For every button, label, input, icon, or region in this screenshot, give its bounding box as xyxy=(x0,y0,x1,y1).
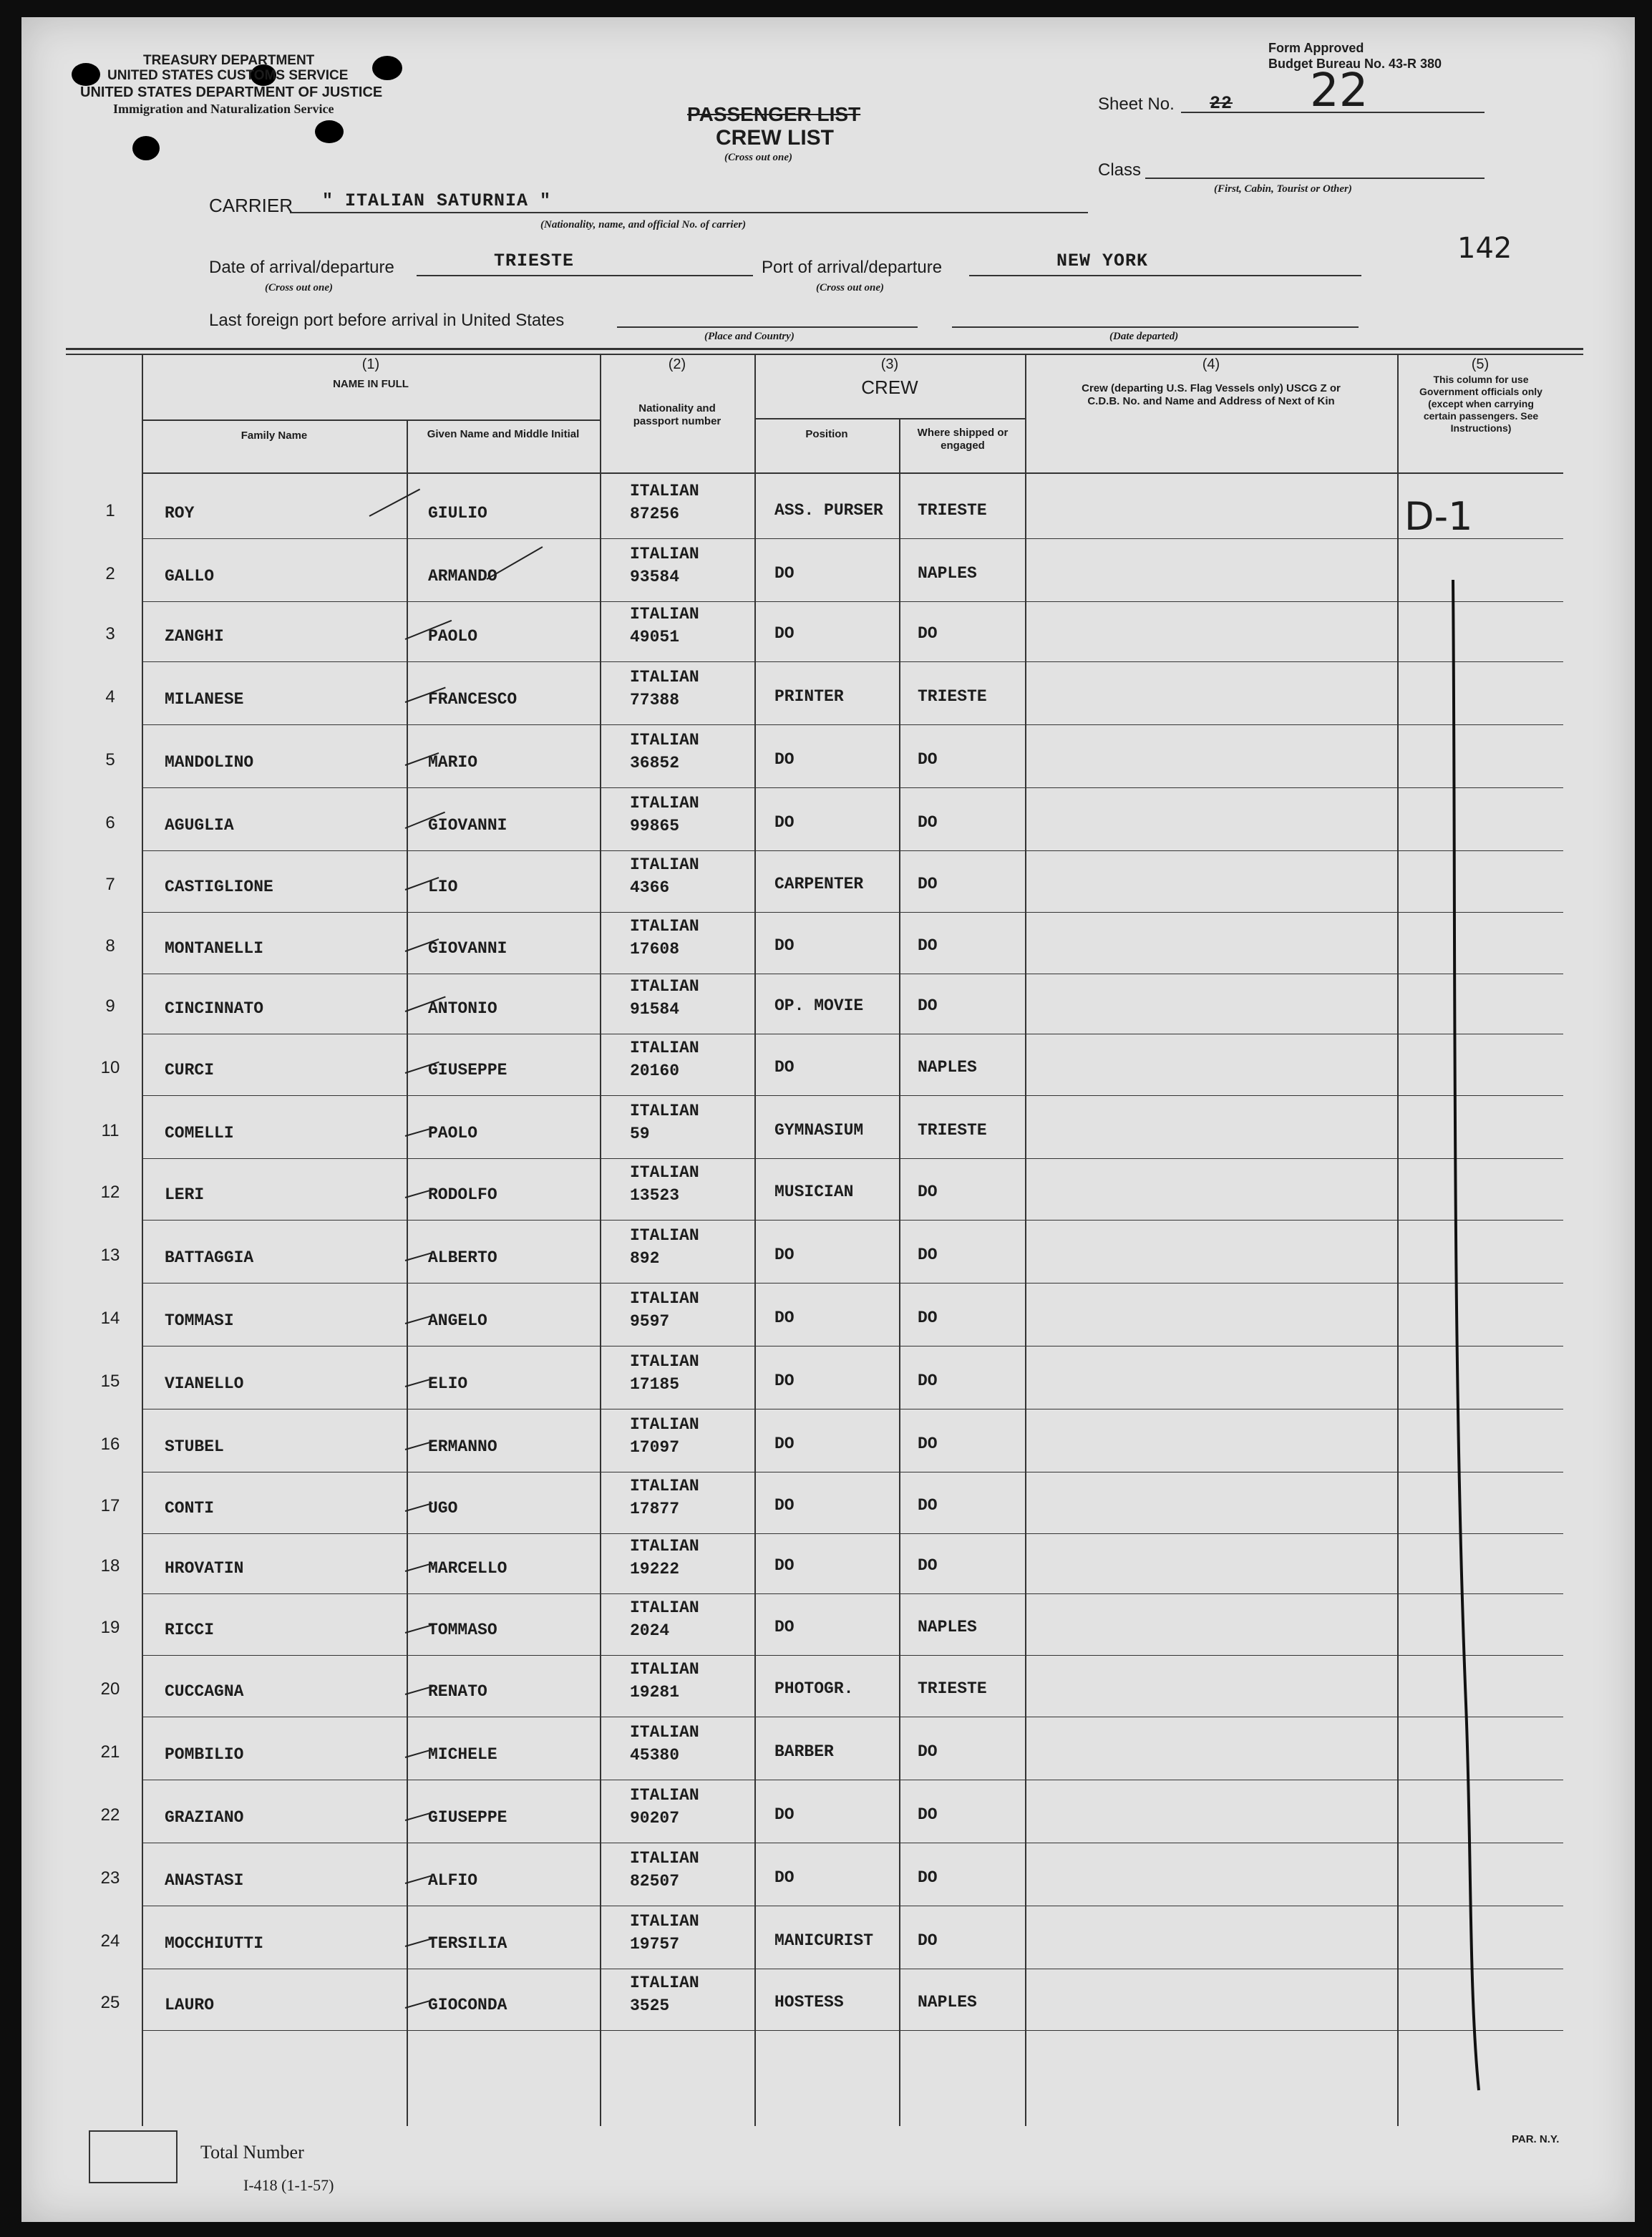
c5-num: (5) xyxy=(1471,356,1490,372)
c1-title: NAME IN FULL xyxy=(333,378,409,390)
printer-mark: PAR. N.Y. xyxy=(1512,2133,1560,2145)
row-rule xyxy=(142,1095,1563,1096)
class-note: (First, Cabin, Tourist or Other) xyxy=(1214,183,1352,195)
where-shipped: DO xyxy=(918,1556,938,1575)
carrier-line xyxy=(290,212,1088,213)
family-name: ANASTASI xyxy=(165,1871,244,1890)
punch-hole xyxy=(72,63,100,86)
carrier-label: CARRIER xyxy=(209,195,293,216)
row-number: 11 xyxy=(101,1121,120,1140)
passport-number: 45380 xyxy=(630,1746,680,1765)
where-shipped: TRIESTE xyxy=(918,501,987,520)
position: DO xyxy=(774,1435,795,1453)
position: DO xyxy=(774,1556,795,1575)
family-name: CONTI xyxy=(165,1499,215,1518)
where-shipped: DO xyxy=(918,1496,938,1515)
given-name: ALBERTO xyxy=(428,1248,497,1267)
place-note: (Place and Country) xyxy=(704,331,795,342)
where-shipped: DO xyxy=(918,1435,938,1453)
passport-number: 77388 xyxy=(630,691,680,709)
total-number-label: Total Number xyxy=(200,2142,304,2163)
family-name: MONTANELLI xyxy=(165,939,264,958)
carrier-note: (Nationality, name, and official No. of carrier) xyxy=(540,219,747,231)
c4-num: (4) xyxy=(1202,356,1220,372)
stamp-number: 142 xyxy=(1457,232,1512,265)
given-name: RENATO xyxy=(428,1682,487,1701)
row-number: 20 xyxy=(100,1679,120,1699)
row-number: 23 xyxy=(100,1868,120,1888)
position: DO xyxy=(774,564,795,583)
where-shipped: DO xyxy=(918,875,938,893)
passport-number: 19222 xyxy=(630,1560,680,1578)
c1-given: Given Name and Middle Initial xyxy=(427,428,580,440)
last-port-label: Last foreign port before arrival in United States xyxy=(209,311,565,330)
row-rule xyxy=(142,2030,1563,2031)
row-rule xyxy=(142,1655,1563,1656)
row-number: 1 xyxy=(105,501,115,520)
family-name: GALLO xyxy=(165,567,215,586)
passport-number: 9597 xyxy=(630,1312,670,1331)
row-rule xyxy=(142,850,1563,851)
where-shipped: NAPLES xyxy=(918,1993,977,2012)
punch-hole xyxy=(132,136,160,160)
where-shipped: NAPLES xyxy=(918,564,977,583)
agency-line-1: TREASURY DEPARTMENT xyxy=(143,53,315,68)
passport-number: 49051 xyxy=(630,628,680,646)
position: DO xyxy=(774,936,795,955)
where-shipped: DO xyxy=(918,750,938,769)
where-shipped: NAPLES xyxy=(918,1618,977,1636)
last-port-line xyxy=(617,326,918,328)
family-name: VIANELLO xyxy=(165,1374,244,1393)
given-name: GIULIO xyxy=(428,504,487,523)
punch-hole xyxy=(372,56,402,80)
passport-number: 82507 xyxy=(630,1872,680,1891)
row-number: 13 xyxy=(100,1246,120,1265)
position: DO xyxy=(774,1868,795,1887)
where-shipped: DO xyxy=(918,624,938,643)
total-number-box xyxy=(89,2130,178,2183)
passport-number: 99865 xyxy=(630,817,680,835)
row-rule xyxy=(142,1533,1563,1534)
given-name: MARCELLO xyxy=(428,1559,507,1578)
port-label: Port of arrival/departure xyxy=(762,258,943,277)
budget-bureau: Budget Bureau No. 43-R 380 xyxy=(1268,57,1442,71)
nationality: ITALIAN xyxy=(630,794,699,812)
nationality: ITALIAN xyxy=(630,1723,699,1742)
row-number: 2 xyxy=(105,564,115,583)
given-name: LIO xyxy=(428,878,458,896)
nationality: ITALIAN xyxy=(630,917,699,936)
passport-number: 87256 xyxy=(630,505,680,523)
nationality: ITALIAN xyxy=(630,1974,699,1992)
row-rule xyxy=(142,601,1563,602)
class-label: Class xyxy=(1098,160,1142,180)
passport-number: 93584 xyxy=(630,568,680,586)
c2-num: (2) xyxy=(668,356,686,372)
family-name: BATTAGGIA xyxy=(165,1248,254,1267)
date-label: Date of arrival/departure xyxy=(209,258,394,277)
form-approved: Form Approved xyxy=(1268,41,1364,55)
nationality: ITALIAN xyxy=(630,1598,699,1617)
position: DO xyxy=(774,1372,795,1390)
family-name: MANDOLINO xyxy=(165,753,254,772)
header-sub-rule xyxy=(754,418,1025,419)
passport-number: 17097 xyxy=(630,1438,680,1457)
c2-title: Nationality and passport number xyxy=(633,402,721,427)
family-name: LAURO xyxy=(165,1996,215,2014)
nationality: ITALIAN xyxy=(630,731,699,749)
date-value: TRIESTE xyxy=(494,251,575,271)
given-name: GIOVANNI xyxy=(428,939,507,958)
nationality: ITALIAN xyxy=(630,1477,699,1495)
family-name: RICCI xyxy=(165,1621,215,1639)
given-name: GIOCONDA xyxy=(428,1996,507,2014)
sheet-handwritten: 22 xyxy=(1310,64,1369,117)
col-divider xyxy=(1397,355,1399,2126)
where-shipped: TRIESTE xyxy=(918,687,987,706)
family-name: MOCCHIUTTI xyxy=(165,1934,264,1953)
row-number: 12 xyxy=(100,1183,120,1202)
form-number: I-418 (1-1-57) xyxy=(243,2176,334,2194)
sheet-label: Sheet No. xyxy=(1098,94,1175,114)
port-line xyxy=(969,275,1361,276)
given-name: MARIO xyxy=(428,753,478,772)
given-name: ARMANDO xyxy=(428,567,497,586)
c3-where: Where shipped or engaged xyxy=(917,427,1009,452)
table-top-rule xyxy=(66,348,1583,350)
passport-number: 20160 xyxy=(630,1062,680,1080)
passport-number: 19281 xyxy=(630,1683,680,1702)
passport-number: 90207 xyxy=(630,1809,680,1828)
position: DO xyxy=(774,813,795,832)
nationality: ITALIAN xyxy=(630,668,699,686)
passport-number: 892 xyxy=(630,1249,660,1268)
position: DO xyxy=(774,1058,795,1077)
row-number: 21 xyxy=(100,1742,120,1762)
date-line xyxy=(417,275,753,276)
position: OP. MOVIE xyxy=(774,996,864,1015)
position: DO xyxy=(774,1309,795,1327)
row-number: 24 xyxy=(100,1931,120,1951)
row-rule xyxy=(142,1220,1563,1221)
title-note: (Cross out one) xyxy=(724,152,793,163)
row-number: 3 xyxy=(105,624,115,644)
c4-title: Crew (departing U.S. Flag Vessels only) USCG Z or C.D.B. No. and Name and Address of Next of Kin xyxy=(1082,382,1341,407)
given-name: ELIO xyxy=(428,1374,468,1393)
passport-number: 4366 xyxy=(630,878,670,897)
col-divider xyxy=(407,419,408,2126)
position: CARPENTER xyxy=(774,875,864,893)
position: HOSTESS xyxy=(774,1993,844,2012)
row-number: 9 xyxy=(105,996,115,1016)
family-name: TOMMASI xyxy=(165,1311,234,1330)
nationality: ITALIAN xyxy=(630,1102,699,1120)
passport-number: 17185 xyxy=(630,1375,680,1394)
nationality: ITALIAN xyxy=(630,1786,699,1805)
given-name: TOMMASO xyxy=(428,1621,497,1639)
given-name: ANGELO xyxy=(428,1311,487,1330)
passport-number: 3525 xyxy=(630,1996,670,2015)
family-name: ROY xyxy=(165,504,195,523)
passport-number: 36852 xyxy=(630,754,680,772)
family-name: STUBEL xyxy=(165,1437,224,1456)
family-name: ZANGHI xyxy=(165,627,224,646)
given-name: FRANCESCO xyxy=(428,690,518,709)
c1-family: Family Name xyxy=(240,430,308,442)
passport-number: 59 xyxy=(630,1125,650,1143)
passport-number: 13523 xyxy=(630,1186,680,1205)
class-line xyxy=(1145,178,1485,179)
given-name: ALFIO xyxy=(428,1871,478,1890)
family-name: COMELLI xyxy=(165,1124,234,1142)
row-rule xyxy=(142,1158,1563,1159)
nationality: ITALIAN xyxy=(630,1912,699,1931)
position: DO xyxy=(774,624,795,643)
position: DO xyxy=(774,750,795,769)
nationality: ITALIAN xyxy=(630,1163,699,1182)
port-value: NEW YORK xyxy=(1056,251,1149,271)
title-struck: PASSENGER LIST xyxy=(687,103,861,125)
position: MUSICIAN xyxy=(774,1183,854,1201)
row-number: 22 xyxy=(100,1805,120,1825)
family-name: CASTIGLIONE xyxy=(165,878,273,896)
nationality: ITALIAN xyxy=(630,1660,699,1679)
nationality: ITALIAN xyxy=(630,1289,699,1308)
passport-number: 2024 xyxy=(630,1621,670,1640)
punch-hole xyxy=(315,120,344,143)
family-name: MILANESE xyxy=(165,690,244,709)
date-note: (Cross out one) xyxy=(265,282,334,293)
nationality: ITALIAN xyxy=(630,605,699,623)
nationality: ITALIAN xyxy=(630,482,699,500)
family-name: GRAZIANO xyxy=(165,1808,244,1827)
row-rule xyxy=(142,787,1563,788)
c3-position: Position xyxy=(805,428,848,440)
row-number: 8 xyxy=(105,936,115,956)
where-shipped: NAPLES xyxy=(918,1058,977,1077)
agency-line-4: Immigration and Naturalization Service xyxy=(113,102,334,116)
given-name: GIOVANNI xyxy=(428,816,507,835)
row-rule xyxy=(142,724,1563,725)
where-shipped: DO xyxy=(918,813,938,832)
header-sub-rule xyxy=(142,419,600,421)
where-shipped: TRIESTE xyxy=(918,1121,987,1140)
given-name: ANTONIO xyxy=(428,999,497,1018)
given-name: GIUSEPPE xyxy=(428,1808,507,1827)
row-number: 17 xyxy=(100,1496,120,1515)
row-number: 16 xyxy=(100,1435,120,1454)
where-shipped: DO xyxy=(918,1309,938,1327)
carrier-value: " ITALIAN SATURNIA " xyxy=(322,190,552,211)
passport-number: 91584 xyxy=(630,1000,680,1019)
nationality: ITALIAN xyxy=(630,1849,699,1868)
given-name: PAOLO xyxy=(428,627,478,646)
where-shipped: DO xyxy=(918,1931,938,1950)
row-rule xyxy=(142,1593,1563,1594)
government-column-line xyxy=(1424,487,1525,2119)
position: DO xyxy=(774,1496,795,1515)
row-rule xyxy=(142,538,1563,539)
nationality: ITALIAN xyxy=(630,1226,699,1245)
given-name: GIUSEPPE xyxy=(428,1061,507,1079)
row-number: 15 xyxy=(100,1372,120,1391)
row-rule xyxy=(142,912,1563,913)
col-divider xyxy=(1025,355,1026,2126)
row-number: 25 xyxy=(100,1993,120,2012)
passport-number: 17877 xyxy=(630,1500,680,1518)
agency-line-2: UNITED STATES CUSTOMS SERVICE xyxy=(107,68,349,83)
row-number: 7 xyxy=(105,875,115,894)
agency-line-3: UNITED STATES DEPARTMENT OF JUSTICE xyxy=(80,84,383,100)
col-divider xyxy=(142,355,143,2126)
col-divider xyxy=(899,418,900,2126)
row-number: 4 xyxy=(105,687,115,707)
date-departed-note: (Date departed) xyxy=(1109,331,1179,342)
row-rule xyxy=(142,1283,1563,1284)
date-departed-line xyxy=(952,326,1359,328)
given-name: ERMANNO xyxy=(428,1437,497,1456)
family-name: CUCCAGNA xyxy=(165,1682,244,1701)
where-shipped: DO xyxy=(918,1183,938,1201)
position: ASS. PURSER xyxy=(774,501,883,520)
c1-num: (1) xyxy=(361,356,380,372)
nationality: ITALIAN xyxy=(630,1537,699,1556)
given-name: MICHELE xyxy=(428,1745,497,1764)
position: BARBER xyxy=(774,1742,834,1761)
table-top-rule-2 xyxy=(66,354,1583,355)
nationality: ITALIAN xyxy=(630,1352,699,1371)
position: DO xyxy=(774,1805,795,1824)
passport-number: 19757 xyxy=(630,1935,680,1954)
row-number: 6 xyxy=(105,813,115,833)
given-name: TERSILIA xyxy=(428,1934,507,1953)
position: GYMNASIUM xyxy=(774,1121,864,1140)
family-name: POMBILIO xyxy=(165,1745,244,1764)
row-number: 14 xyxy=(100,1309,120,1328)
where-shipped: DO xyxy=(918,1246,938,1264)
row-number: 5 xyxy=(105,750,115,770)
family-name: HROVATIN xyxy=(165,1559,244,1578)
nationality: ITALIAN xyxy=(630,1039,699,1057)
page-title: CREW LIST xyxy=(716,126,834,150)
nationality: ITALIAN xyxy=(630,977,699,996)
family-name: AGUGLIA xyxy=(165,816,234,835)
position: DO xyxy=(774,1246,795,1264)
where-shipped: DO xyxy=(918,1372,938,1390)
where-shipped: DO xyxy=(918,1742,938,1761)
where-shipped: DO xyxy=(918,996,938,1015)
nationality: ITALIAN xyxy=(630,1415,699,1434)
position: PHOTOGR. xyxy=(774,1679,854,1698)
col-divider xyxy=(754,355,756,2126)
where-shipped: DO xyxy=(918,1868,938,1887)
position: PRINTER xyxy=(774,687,844,706)
family-name: CINCINNATO xyxy=(165,999,264,1018)
row-rule xyxy=(142,661,1563,662)
c3-num: (3) xyxy=(880,356,899,372)
row-number: 19 xyxy=(100,1618,120,1637)
row-number: 18 xyxy=(100,1556,120,1576)
position: DO xyxy=(774,1618,795,1636)
family-name: LERI xyxy=(165,1185,205,1204)
port-note: (Cross out one) xyxy=(816,282,885,293)
where-shipped: DO xyxy=(918,936,938,955)
given-name: UGO xyxy=(428,1499,458,1518)
where-shipped: DO xyxy=(918,1805,938,1824)
position: MANICURIST xyxy=(774,1931,874,1950)
c3-title: CREW xyxy=(861,377,918,398)
family-name: CURCI xyxy=(165,1061,215,1079)
given-name: PAOLO xyxy=(428,1124,478,1142)
col-divider xyxy=(600,355,601,2126)
nationality: ITALIAN xyxy=(630,855,699,874)
row-number: 10 xyxy=(100,1058,120,1077)
c5-title: This column for use Government officials only (except when carrying certain passengers. See Instructions) xyxy=(1419,374,1542,434)
gov-mark: D-1 xyxy=(1404,494,1473,539)
header-bottom-rule xyxy=(142,472,1563,474)
sheet-typed: 22 xyxy=(1210,93,1233,114)
where-shipped: TRIESTE xyxy=(918,1679,987,1698)
nationality: ITALIAN xyxy=(630,545,699,563)
passport-number: 17608 xyxy=(630,940,680,959)
given-name: RODOLFO xyxy=(428,1185,497,1204)
